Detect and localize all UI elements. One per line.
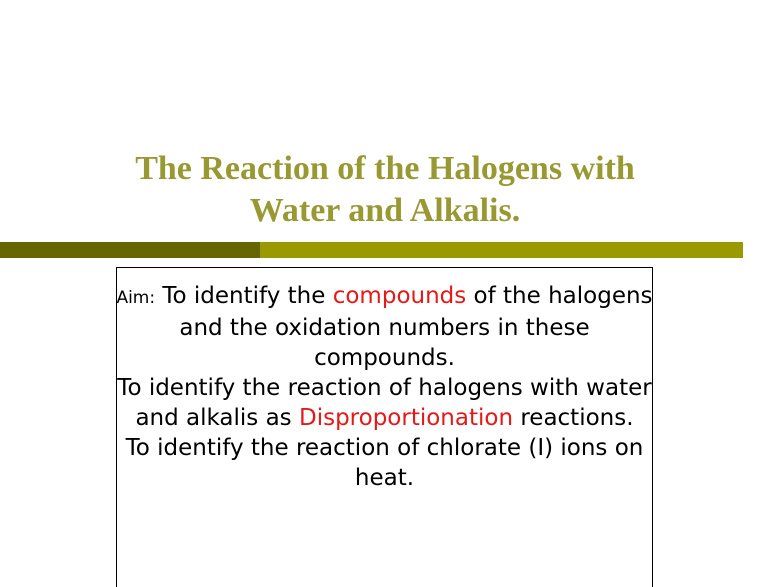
slide-title: [60, 148, 710, 232]
aim-label: Aim:: [116, 288, 156, 308]
divider-bar-light: [260, 242, 743, 258]
title-line-1: The Reaction of the Halogens with: [135, 150, 635, 187]
aim-paragraph: [116, 281, 653, 373]
body-text: [116, 281, 653, 493]
paragraph-3-text: To identify the reaction of chlorate (I) ions on heat.: [125, 435, 644, 491]
disproportionation-highlight: Disproportionation: [298, 405, 514, 431]
disproportionation-paragraph: [116, 373, 653, 433]
aim-text-end: of the halogens and the oxidation numbers in these compounds.: [179, 283, 653, 371]
compounds-highlight: compounds: [332, 283, 467, 309]
divider-bar-dark: [0, 242, 260, 258]
paragraph-2-start: To identify the reaction of halogens with water and alkalis as: [117, 375, 652, 431]
title-line-2: Water and Alkalis.: [249, 192, 521, 229]
chlorate-paragraph: [116, 433, 653, 493]
paragraph-2-end: reactions.: [513, 405, 634, 431]
aim-text-start: To identify the: [162, 283, 333, 309]
